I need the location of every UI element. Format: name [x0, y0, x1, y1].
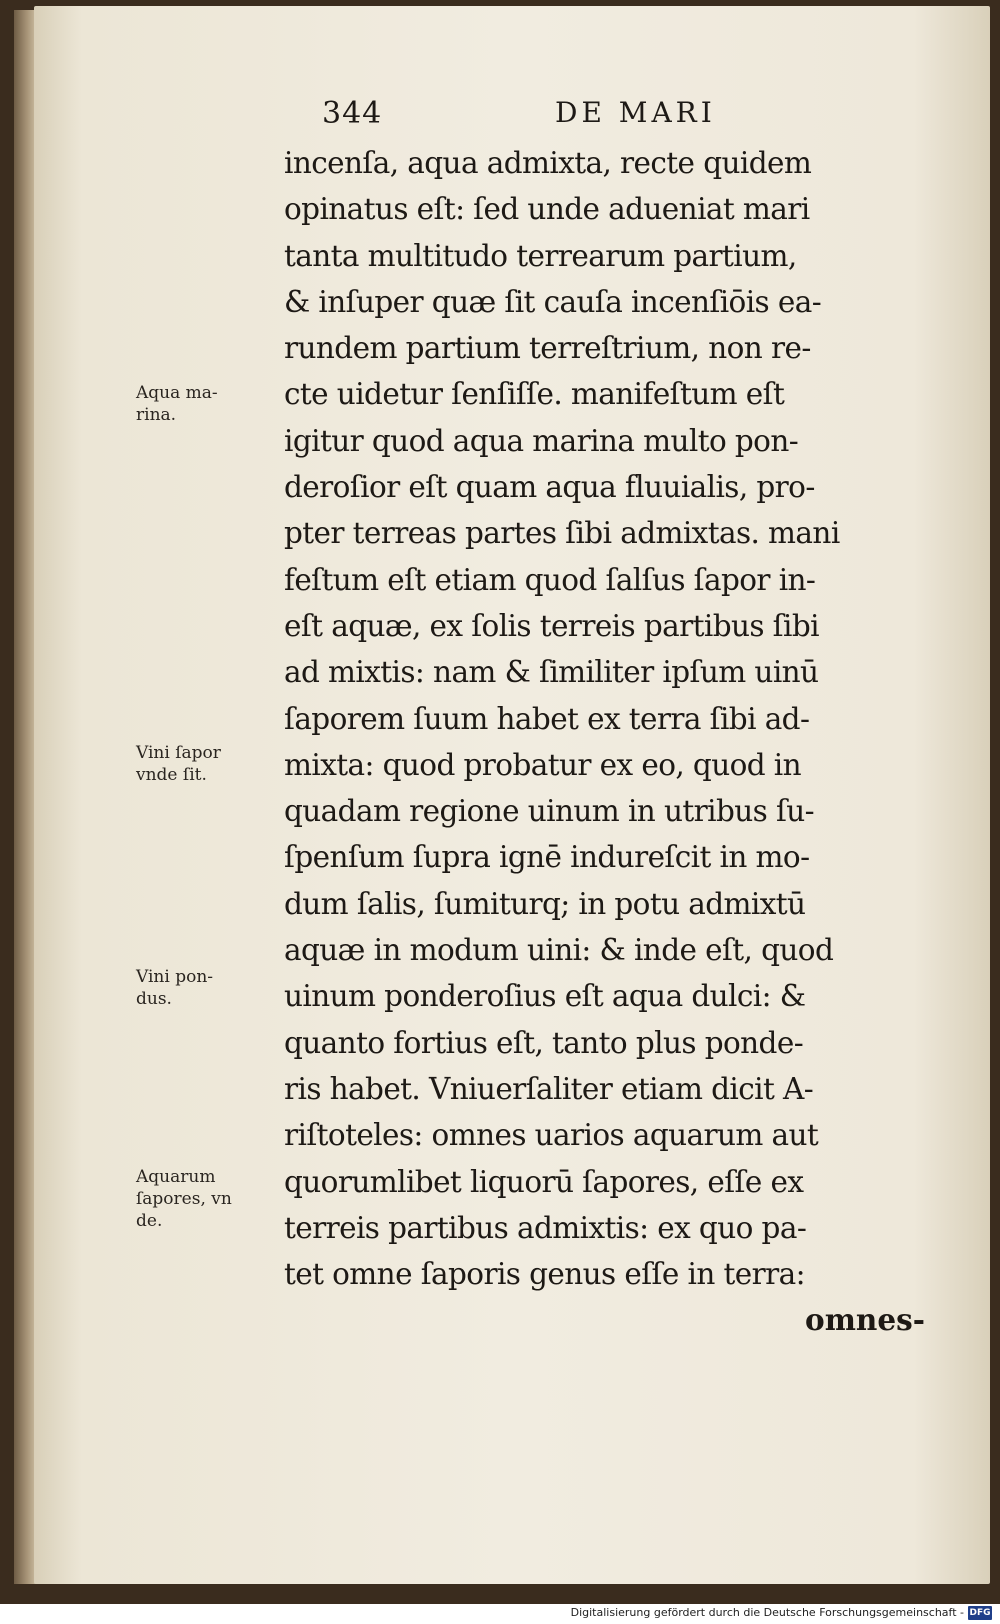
- marginal-line: rina.: [136, 405, 177, 425]
- text-line: mixta: quod probatur ex eo, quod in: [284, 747, 802, 782]
- marginal-line: de.: [136, 1211, 163, 1231]
- dfg-logo: DFG: [969, 1608, 991, 1618]
- text-line: ad mixtis: nam & ſimiliter ipſum uinū: [284, 655, 819, 690]
- marginal-line: Aqua ma-: [136, 383, 218, 403]
- marginal-note-vini-pondus: [136, 966, 276, 1010]
- text-line: eſt aquæ, ex ſolis terreis partibus ſibi: [284, 608, 819, 643]
- text-line: riſtoteles: omnes uarios aquarum aut: [284, 1118, 819, 1153]
- running-head: DE MARI: [555, 96, 716, 129]
- text-line: terreis partibus admixtis: ex quo pa-: [284, 1210, 807, 1245]
- marginal-line: vnde ſit.: [136, 765, 207, 785]
- text-line: feſtum eſt etiam quod ſalſus ſapor in-: [284, 562, 816, 597]
- page-number: 344: [322, 96, 383, 131]
- text-line: quorumlibet liquorū ſapores, eſſe ex: [284, 1164, 804, 1199]
- marginal-line: dus.: [136, 989, 172, 1009]
- catchword: omnes-: [805, 1302, 925, 1338]
- text-line: opinatus eſt: ſed unde adueniat mari: [284, 192, 810, 227]
- text-line: aquæ in modum uini: & inde eſt, quod: [284, 933, 834, 968]
- marginal-line: ſapores, vn: [136, 1189, 232, 1209]
- marginal-note-vini-sapor: [136, 742, 276, 786]
- text-line: uinum ponderoſius eſt aqua dulci: &: [284, 979, 806, 1014]
- marginal-line: Aquarum: [136, 1167, 216, 1187]
- book-spine-edge: [14, 10, 36, 1584]
- text-line: tanta multitudo terrearum partium,: [284, 238, 797, 273]
- marginal-line: Vini pon-: [136, 967, 214, 987]
- text-line: ris habet. Vniuerſaliter etiam dicit A-: [284, 1071, 814, 1106]
- text-line: cte uidetur ſenſiſſe. manifeſtum eſt: [284, 377, 785, 412]
- text-line: deroſior eſt quam aqua fluuialis, pro-: [284, 470, 815, 505]
- main-text: [284, 140, 939, 1344]
- text-line: dum ſalis, ſumiturq; in potu admixtū: [284, 886, 806, 921]
- marginal-line: Vini ſapor: [136, 743, 221, 763]
- text-line: incenſa, aqua admixta, recte quidem: [284, 146, 812, 180]
- footer-bar: [0, 1604, 1000, 1624]
- text-line: rundem partium terreſtrium, non re-: [284, 331, 811, 366]
- marginal-note-aquarum-sapores: [136, 1166, 276, 1232]
- text-line: pter terreas partes ſibi admixtas. mani: [284, 516, 840, 551]
- text-line: tet omne ſaporis genus eſſe in terra:: [284, 1257, 805, 1292]
- footer-credit: Digitalisierung gefördert durch die Deutsche Forschungsgemeinschaft -: [570, 1606, 964, 1619]
- text-line: quadam regione uinum in utribus ſu-: [284, 794, 815, 829]
- text-line: igitur quod aqua marina multo pon-: [284, 423, 799, 458]
- text-line: ſaporem ſuum habet ex terra ſibi ad-: [284, 701, 810, 736]
- marginal-note-aqua-marina: [136, 382, 276, 426]
- text-line: ſpenſum ſupra ignē indureſcit in mo-: [284, 840, 810, 875]
- page-header: [0, 96, 1000, 136]
- text-line: quanto fortius eſt, tanto plus ponde-: [284, 1025, 804, 1060]
- text-line: & inſuper quæ ſit cauſa incenſiōis ea-: [284, 284, 822, 319]
